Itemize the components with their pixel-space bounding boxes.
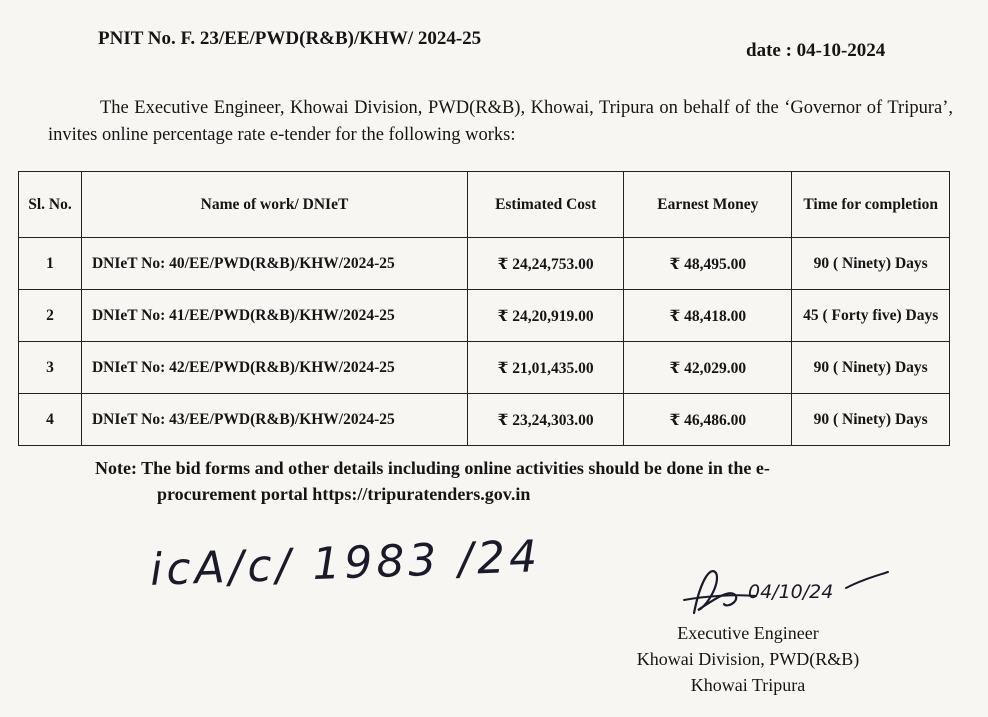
note-line-2: procurement portal https://tripuratenders.gov.in (157, 484, 531, 504)
cell-estimated-cost: ₹ 21,01,435.00 (468, 342, 624, 394)
table-row (19, 342, 950, 394)
handwritten-reference: icA/c/ 1983 /24 (149, 531, 542, 596)
cell-earnest-money: ₹ 42,029.00 (624, 342, 792, 394)
cell-earnest-money: ₹ 48,418.00 (624, 290, 792, 342)
signatory-block (598, 620, 898, 698)
table-row (19, 290, 950, 342)
note-text (95, 455, 925, 507)
header-estimated-cost: Estimated Cost (468, 172, 624, 238)
table-row (19, 238, 950, 290)
header-name-of-work: Name of work/ DNIeT (81, 172, 467, 238)
header-sl-no: Sl. No. (19, 172, 82, 238)
cell-name-of-work: DNIeT No: 43/EE/PWD(R&B)/KHW/2024-25 (81, 394, 467, 446)
cell-sl-no: 2 (19, 290, 82, 342)
cell-earnest-money: ₹ 48,495.00 (624, 238, 792, 290)
signature-scrawl (676, 558, 906, 628)
cell-time-for-completion: 45 ( Forty five) Days (792, 290, 950, 342)
cell-estimated-cost: ₹ 23,24,303.00 (468, 394, 624, 446)
cell-estimated-cost: ₹ 24,20,919.00 (468, 290, 624, 342)
notice-date: date : 04-10-2024 (746, 40, 886, 61)
cell-sl-no: 1 (19, 238, 82, 290)
header-earnest-money: Earnest Money (624, 172, 792, 238)
table-header-row (19, 172, 950, 238)
cell-name-of-work: DNIeT No: 42/EE/PWD(R&B)/KHW/2024-25 (81, 342, 467, 394)
works-table (18, 171, 950, 446)
signatory-division: Khowai Division, PWD(R&B) (636, 649, 860, 669)
cell-sl-no: 4 (19, 394, 82, 446)
intro-paragraph: The Executive Engineer, Khowai Division, PWD(R&B), Khowai, Tripura on behalf of the ‘Governor of Tripura’, invites online percentage rate e-tender for the following works: (48, 98, 953, 145)
signatory-title: Executive Engineer (677, 623, 819, 643)
cell-time-for-completion: 90 ( Ninety) Days (792, 342, 950, 394)
cell-estimated-cost: ₹ 24,24,753.00 (468, 238, 624, 290)
table-row (19, 394, 950, 446)
cell-name-of-work: DNIeT No: 41/EE/PWD(R&B)/KHW/2024-25 (81, 290, 467, 342)
note-line-1: Note: The bid forms and other details including online activities should be done in the e- (95, 458, 770, 478)
cell-time-for-completion: 90 ( Ninety) Days (792, 394, 950, 446)
header-time-for-completion: Time for completion (792, 172, 950, 238)
cell-sl-no: 3 (19, 342, 82, 394)
signatory-place: Khowai Tripura (690, 675, 806, 695)
cell-time-for-completion: 90 ( Ninety) Days (792, 238, 950, 290)
signature-date: 04/10/24 (748, 581, 834, 603)
pnit-number: PNIT No. F. 23/EE/PWD(R&B)/KHW/ 2024-25 (98, 28, 482, 49)
cell-earnest-money: ₹ 46,486.00 (624, 394, 792, 446)
cell-name-of-work: DNIeT No: 40/EE/PWD(R&B)/KHW/2024-25 (81, 238, 467, 290)
